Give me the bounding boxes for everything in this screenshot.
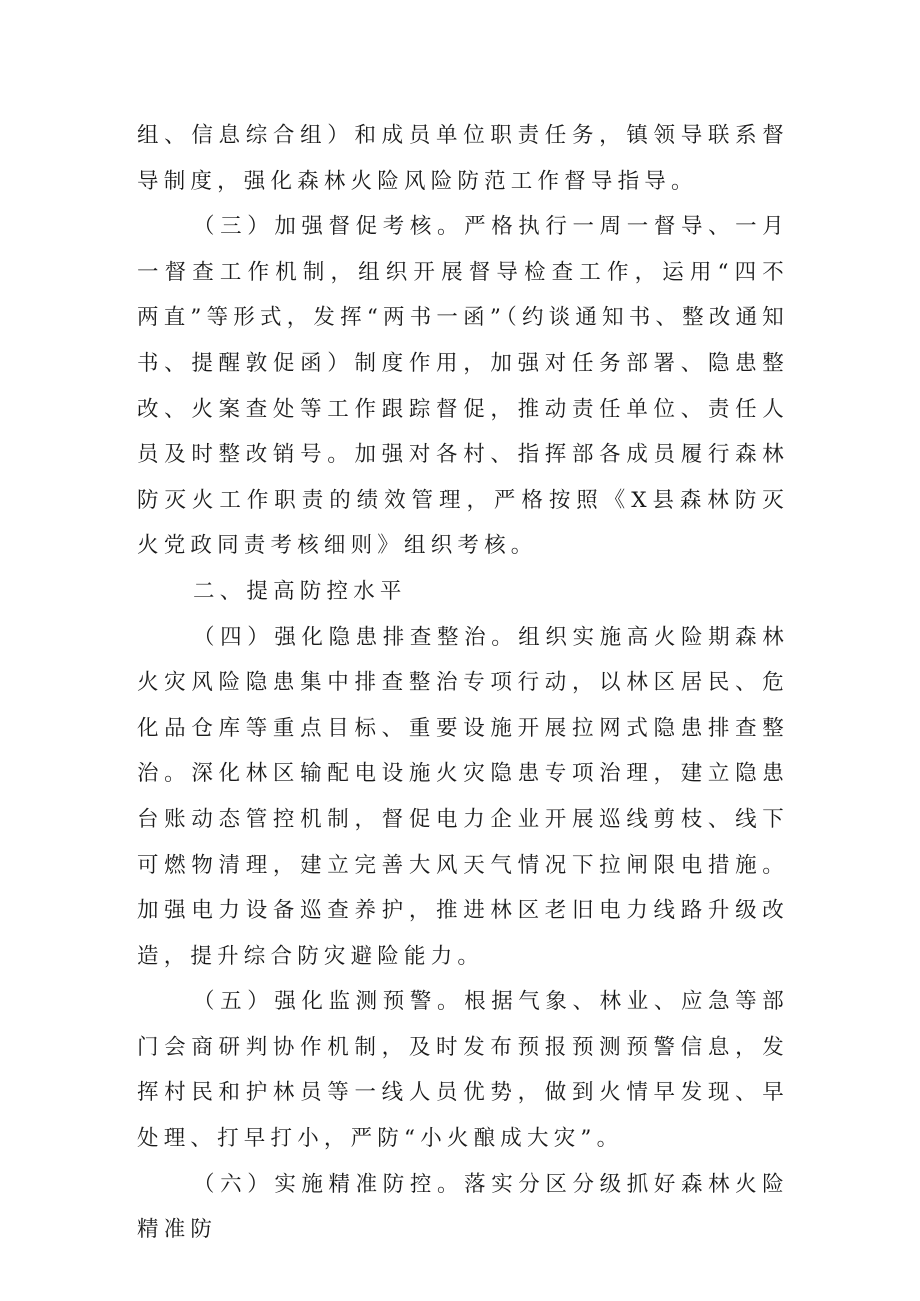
- document-body: [137, 113, 789, 1253]
- paragraph-item-3-strengthen-supervision: （三）加强督促考核。严格执行一周一督导、一月一督查工作机制，组织开展督导检查工作，运用“四不两直”等形式，发挥“两书一函”（约谈通知书、整改通知书、提醒敦促函）制度作用，加强对任务部署、隐患整改、火案查处等工作跟踪督促，推动责任单位、责任人员及时整改销号。加强对各村、指挥部各成员履行森林防灭火工作职责的绩效管理，严格按照《X县森林防灭火党政同责考核细则》组织考核。: [137, 214, 789, 559]
- paragraph-item-5-monitoring-warning: （五）强化监测预警。根据气象、林业、应急等部门会商研判协作机制，及时发布预报预测预警信息，发挥村民和护林员等一线人员优势，做到火情早发现、早处理、打早打小，严防“小火酿成大灾”。: [137, 989, 789, 1152]
- paragraph-continuation: 组、信息综合组）和成员单位职责任务，镇领导联系督导制度，强化森林火险风险防范工作督导指导。: [137, 123, 789, 194]
- paragraph-item-4-hazard-inspection: （四）强化隐患排查整治。组织实施高火险期森林火灾风险隐患集中排查整治专项行动，以林区居民、危化品仓库等重点目标、重要设施开展拉网式隐患排查整治。深化林区输配电设施火灾隐患专项治理，建立隐患台账动态管控机制，督促电力企业开展巡线剪枝、线下可燃物清理，建立完善大风天气情况下拉闸限电措施。加强电力设备巡查养护，推进林区老旧电力线路升级改造，提升综合防灾避险能力。: [137, 624, 789, 969]
- section-heading-improve-prevention: 二、提高防控水平: [193, 578, 407, 604]
- paragraph-item-6-precise-control: （六）实施精准防控。落实分区分级抓好森林火险精准防: [137, 1171, 789, 1243]
